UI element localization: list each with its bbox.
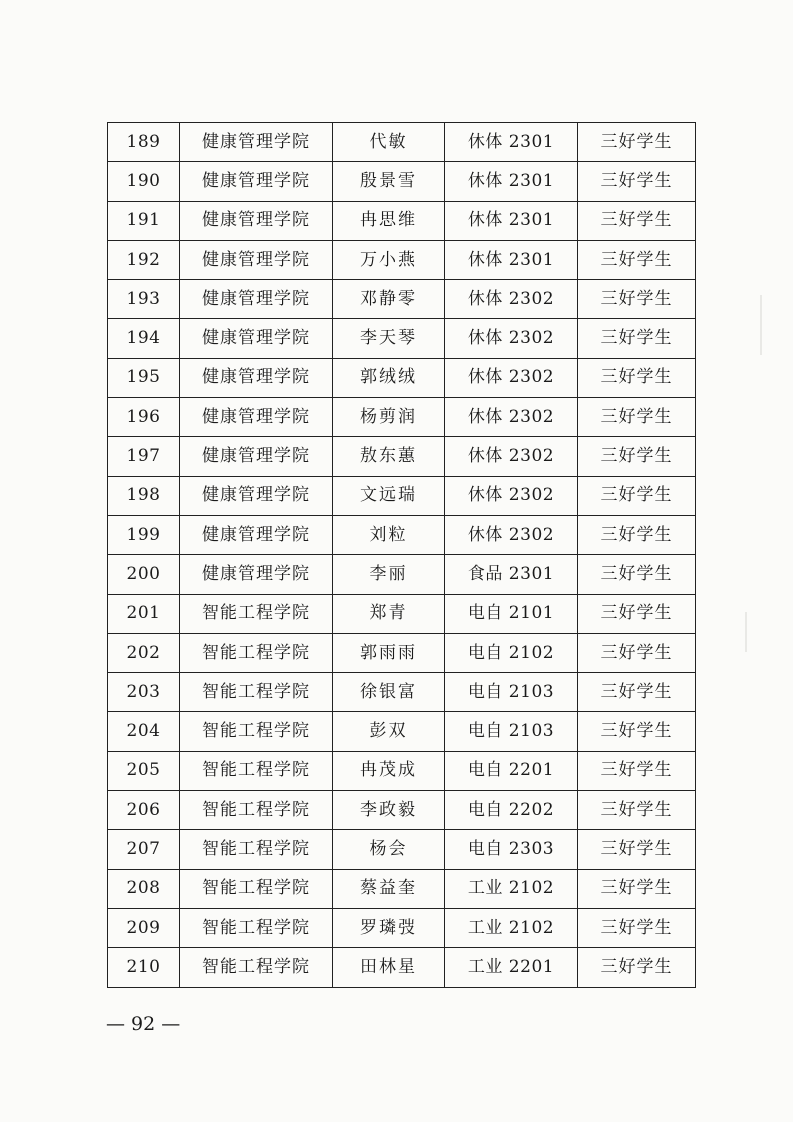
student-name-cell: 冉茂成: [333, 751, 445, 790]
table-row: [108, 555, 696, 594]
award-cell: 三好学生: [578, 358, 696, 397]
college-cell: 智能工程学院: [180, 712, 333, 751]
row-number-cell: 190: [108, 162, 180, 201]
class-cell: 电自 2103: [445, 712, 578, 751]
row-number-cell: 208: [108, 869, 180, 908]
class-cell: 休体 2301: [445, 201, 578, 240]
table-row: [108, 673, 696, 712]
award-cell: 三好学生: [578, 869, 696, 908]
student-name-cell: 罗璘弢: [333, 908, 445, 947]
student-name-cell: 杨剪润: [333, 398, 445, 437]
row-number-cell: 189: [108, 123, 180, 162]
table-row: [108, 908, 696, 947]
class-cell: 休体 2302: [445, 358, 578, 397]
college-cell: 健康管理学院: [180, 515, 333, 554]
college-cell: 健康管理学院: [180, 555, 333, 594]
college-cell: 智能工程学院: [180, 948, 333, 987]
student-name-cell: 敖东蕙: [333, 437, 445, 476]
row-number-cell: 205: [108, 751, 180, 790]
class-cell: 电自 2102: [445, 633, 578, 672]
class-cell: 工业 2201: [445, 948, 578, 987]
college-cell: 健康管理学院: [180, 476, 333, 515]
row-number-cell: 200: [108, 555, 180, 594]
college-cell: 智能工程学院: [180, 594, 333, 633]
class-cell: 休体 2301: [445, 123, 578, 162]
table-row: [108, 869, 696, 908]
award-cell: 三好学生: [578, 476, 696, 515]
table-row: [108, 751, 696, 790]
table-row: [108, 633, 696, 672]
table-row: [108, 712, 696, 751]
row-number-cell: 207: [108, 830, 180, 869]
class-cell: 电自 2202: [445, 791, 578, 830]
row-number-cell: 198: [108, 476, 180, 515]
award-cell: 三好学生: [578, 398, 696, 437]
award-cell: 三好学生: [578, 751, 696, 790]
table-row: [108, 201, 696, 240]
class-cell: 休体 2302: [445, 476, 578, 515]
award-cell: 三好学生: [578, 162, 696, 201]
row-number-cell: 194: [108, 319, 180, 358]
student-name-cell: 李丽: [333, 555, 445, 594]
table-row: [108, 123, 696, 162]
table-row: [108, 515, 696, 554]
student-name-cell: 蔡益奎: [333, 869, 445, 908]
class-cell: 电自 2103: [445, 673, 578, 712]
row-number-cell: 203: [108, 673, 180, 712]
class-cell: 休体 2302: [445, 515, 578, 554]
row-number-cell: 196: [108, 398, 180, 437]
class-cell: 工业 2102: [445, 869, 578, 908]
roster-body: [108, 123, 696, 988]
student-name-cell: 田林星: [333, 948, 445, 987]
scan-artifact: [760, 295, 762, 355]
row-number-cell: 191: [108, 201, 180, 240]
table-row: [108, 791, 696, 830]
table-row: [108, 358, 696, 397]
award-cell: 三好学生: [578, 594, 696, 633]
award-roster-table: [107, 122, 696, 988]
student-name-cell: 刘粒: [333, 515, 445, 554]
row-number-cell: 210: [108, 948, 180, 987]
student-name-cell: 代敏: [333, 123, 445, 162]
row-number-cell: 209: [108, 908, 180, 947]
student-name-cell: 李政毅: [333, 791, 445, 830]
row-number-cell: 202: [108, 633, 180, 672]
class-cell: 休体 2301: [445, 240, 578, 279]
row-number-cell: 192: [108, 240, 180, 279]
award-cell: 三好学生: [578, 791, 696, 830]
table-row: [108, 162, 696, 201]
student-name-cell: 彭双: [333, 712, 445, 751]
college-cell: 健康管理学院: [180, 240, 333, 279]
scan-artifact: [745, 612, 747, 652]
student-name-cell: 郭雨雨: [333, 633, 445, 672]
award-cell: 三好学生: [578, 673, 696, 712]
award-cell: 三好学生: [578, 437, 696, 476]
student-name-cell: 邓静零: [333, 280, 445, 319]
student-name-cell: 殷景雪: [333, 162, 445, 201]
college-cell: 智能工程学院: [180, 673, 333, 712]
row-number-cell: 199: [108, 515, 180, 554]
class-cell: 电自 2101: [445, 594, 578, 633]
college-cell: 健康管理学院: [180, 319, 333, 358]
award-cell: 三好学生: [578, 633, 696, 672]
student-name-cell: 杨会: [333, 830, 445, 869]
table-row: [108, 319, 696, 358]
student-name-cell: 文远瑞: [333, 476, 445, 515]
college-cell: 智能工程学院: [180, 751, 333, 790]
row-number-cell: 204: [108, 712, 180, 751]
college-cell: 智能工程学院: [180, 908, 333, 947]
college-cell: 健康管理学院: [180, 437, 333, 476]
table-row: [108, 476, 696, 515]
table-row: [108, 398, 696, 437]
award-cell: 三好学生: [578, 948, 696, 987]
award-cell: 三好学生: [578, 319, 696, 358]
table-row: [108, 948, 696, 987]
table-row: [108, 830, 696, 869]
award-cell: 三好学生: [578, 712, 696, 751]
class-cell: 电自 2201: [445, 751, 578, 790]
award-cell: 三好学生: [578, 515, 696, 554]
row-number-cell: 195: [108, 358, 180, 397]
class-cell: 食品 2301: [445, 555, 578, 594]
student-name-cell: 李天琴: [333, 319, 445, 358]
college-cell: 健康管理学院: [180, 123, 333, 162]
award-cell: 三好学生: [578, 830, 696, 869]
student-name-cell: 郭绒绒: [333, 358, 445, 397]
class-cell: 休体 2302: [445, 437, 578, 476]
college-cell: 智能工程学院: [180, 830, 333, 869]
table-row: [108, 437, 696, 476]
class-cell: 电自 2303: [445, 830, 578, 869]
student-name-cell: 郑青: [333, 594, 445, 633]
college-cell: 健康管理学院: [180, 398, 333, 437]
page-number: — 92 —: [106, 1013, 181, 1035]
award-cell: 三好学生: [578, 201, 696, 240]
college-cell: 健康管理学院: [180, 162, 333, 201]
class-cell: 工业 2102: [445, 908, 578, 947]
class-cell: 休体 2302: [445, 280, 578, 319]
student-name-cell: 徐银富: [333, 673, 445, 712]
student-name-cell: 万小燕: [333, 240, 445, 279]
award-cell: 三好学生: [578, 280, 696, 319]
row-number-cell: 193: [108, 280, 180, 319]
award-cell: 三好学生: [578, 908, 696, 947]
row-number-cell: 201: [108, 594, 180, 633]
college-cell: 智能工程学院: [180, 791, 333, 830]
class-cell: 休体 2302: [445, 319, 578, 358]
table-row: [108, 240, 696, 279]
award-cell: 三好学生: [578, 555, 696, 594]
college-cell: 健康管理学院: [180, 280, 333, 319]
student-name-cell: 冉思维: [333, 201, 445, 240]
class-cell: 休体 2302: [445, 398, 578, 437]
row-number-cell: 197: [108, 437, 180, 476]
college-cell: 智能工程学院: [180, 869, 333, 908]
table-row: [108, 594, 696, 633]
college-cell: 健康管理学院: [180, 358, 333, 397]
award-cell: 三好学生: [578, 123, 696, 162]
table-row: [108, 280, 696, 319]
college-cell: 健康管理学院: [180, 201, 333, 240]
row-number-cell: 206: [108, 791, 180, 830]
college-cell: 智能工程学院: [180, 633, 333, 672]
class-cell: 休体 2301: [445, 162, 578, 201]
award-cell: 三好学生: [578, 240, 696, 279]
